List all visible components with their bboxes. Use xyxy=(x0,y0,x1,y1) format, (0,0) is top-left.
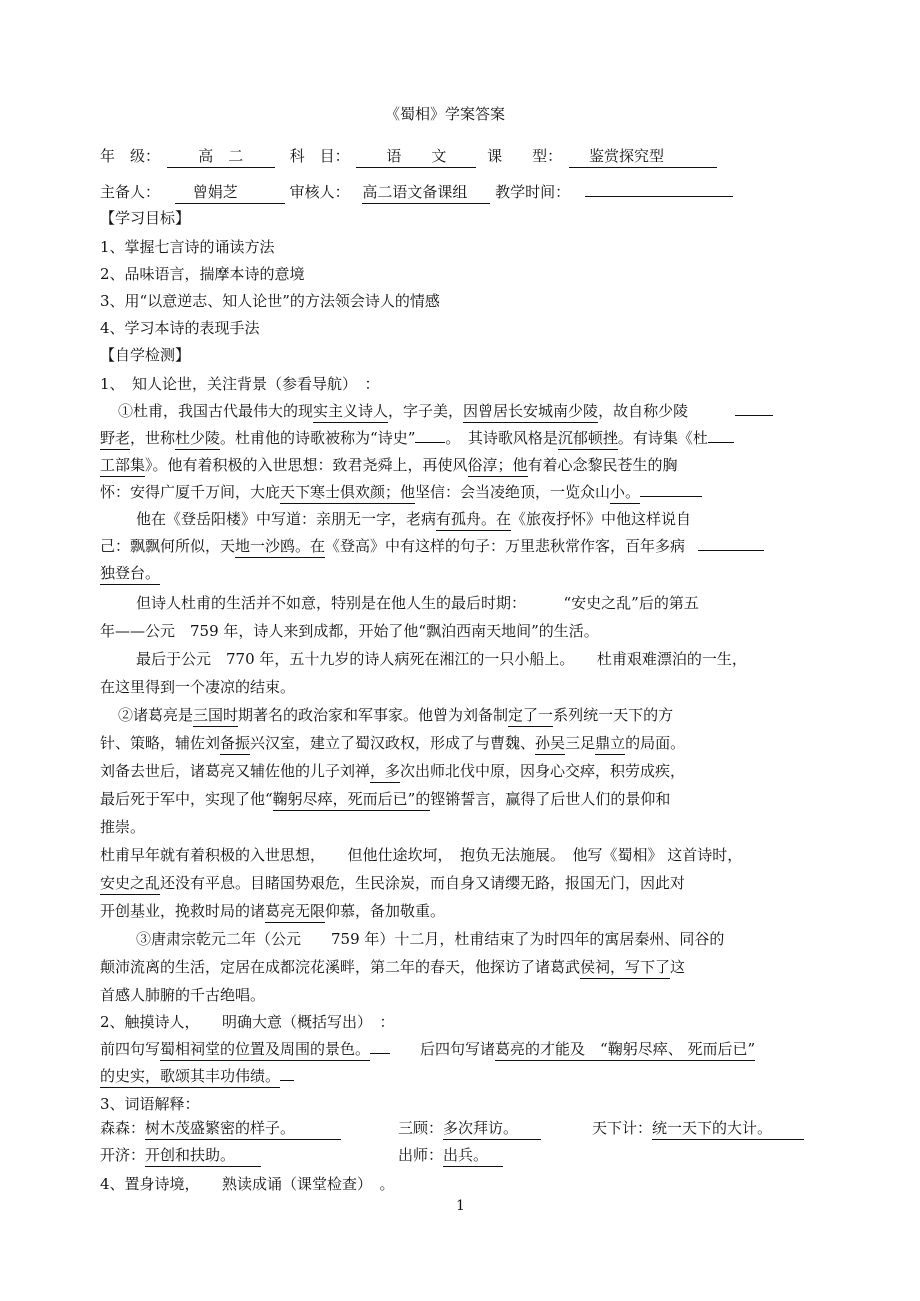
text-run: 这 xyxy=(670,958,686,976)
type-label: 课 型： xyxy=(487,147,563,165)
answer-blank xyxy=(370,1039,390,1054)
para-2-line-1 xyxy=(136,509,691,531)
term-value: 多次拜访。 xyxy=(443,1118,541,1140)
goal-item-4: 4、学习本诗的表现手法 xyxy=(100,319,260,337)
text-run: 期著名的政治家和军事家。他曾为刘备制 xyxy=(238,706,509,724)
grade-label: 年 级： xyxy=(100,147,161,165)
para-7-line-2 xyxy=(100,957,685,979)
document-title: 《蜀相》学案答案 xyxy=(385,105,506,123)
para-5-line-1 xyxy=(118,705,673,727)
term-label: 森森： xyxy=(100,1119,146,1137)
text-run: 《登高》中有这样的句子：万里悲秋常作客，百年多病 xyxy=(325,537,686,555)
term-label: 出师： xyxy=(398,1146,444,1164)
para-3-line-1: 但诗人杜甫的生活并不如意，特别是在他人生的最后时期： “安史之乱”后的第五 xyxy=(136,594,699,612)
answer-text: 葛亮的才能及 “鞠躬尽瘁、 死而后已” xyxy=(495,1039,755,1061)
text-run: 。 其诗歌风格是 xyxy=(445,429,558,447)
para-5-line-2 xyxy=(100,733,685,755)
term-value: 树木茂盛繁密的样子。 xyxy=(145,1118,341,1140)
answer-text: 小。 xyxy=(610,482,640,504)
goal-item-2: 2、品味语言，揣摩本诗的意境 xyxy=(100,265,305,283)
answer-blank xyxy=(735,401,773,416)
answer-blank xyxy=(708,428,734,443)
question-3: 3、词语解释： xyxy=(100,1095,200,1113)
answer-text: 天下寒士俱欢颜；他 xyxy=(280,482,415,504)
para-7-line-3: 首感人肺腑的千古绝唱。 xyxy=(100,986,266,1004)
question-2-answer-line-2 xyxy=(100,1066,294,1088)
term-value: 开创和扶助。 xyxy=(145,1145,261,1167)
text-run: 针、策略，辅佐刘 xyxy=(100,734,221,752)
header-row-1 xyxy=(100,146,717,168)
text-run: 三足 xyxy=(565,734,596,752)
text-run: 颠沛流离的生活，定居在成都浣花溪畔，第二年的春天，他探访了诸葛武 xyxy=(100,958,581,976)
type-value: 鉴赏探究型 xyxy=(569,146,717,168)
answer-text: 独登台。 xyxy=(100,563,160,585)
text-run: 兴汉室，建立了蜀汉政权，形成了与曹魏、 xyxy=(250,734,536,752)
answer-text: 定了一 xyxy=(508,705,553,727)
answer-text: 俗淳；他 xyxy=(468,455,528,477)
answer-text: 的史实，歌颂其丰功伟绩。 xyxy=(100,1066,280,1088)
answer-text: 沉郁顿挫 xyxy=(558,428,618,450)
subject-value: 语 文 xyxy=(356,146,476,168)
text-run: 刘备去世后，诸葛亮又辅佐他的儿子刘禅 xyxy=(100,762,371,780)
time-blank xyxy=(585,182,733,197)
time-label: 教学时间： xyxy=(495,183,571,201)
para-1-line-2 xyxy=(100,428,734,450)
text-run: 还没有平息。目睹国势艰危，生民涂炭，而自身又请缨无路，报国无门，因此对 xyxy=(160,874,686,892)
term-label: 天下计： xyxy=(592,1119,653,1137)
page-number: 1 xyxy=(456,1198,465,1214)
answer-text: 葛亮无限 xyxy=(265,901,325,923)
para-7-line-1: ③唐肃宗乾元二年（公元 759 年）十二月，杜甫结束了为时四年的寓居秦州、同谷的 xyxy=(136,930,725,948)
para-6-line-2 xyxy=(100,873,685,895)
text-run: 己：飘飘何所似，天 xyxy=(100,537,236,555)
answer-text: 地一沙鸥。在 xyxy=(235,536,325,558)
answer-text: 孙吴 xyxy=(535,733,565,755)
answer-blank xyxy=(415,428,445,443)
reviewer-value: 高二语文备课组 xyxy=(362,182,490,204)
answer-text: 实主义诗人 xyxy=(313,401,388,423)
para-2-line-3 xyxy=(100,563,160,585)
question-4: 4、置身诗境， 熟读成诵（课堂检查） 。 xyxy=(100,1175,395,1193)
answer-text: 侯祠，写下了 xyxy=(580,957,670,979)
para-5-line-5: 推崇。 xyxy=(100,818,146,836)
text-run: 开创基业，挽救时局的诸 xyxy=(100,902,266,920)
text-run: 铿锵誓言，赢得了后世人们的景仰和 xyxy=(430,790,671,808)
answer-blank xyxy=(280,1066,294,1081)
text-run: 。有诗集《杜 xyxy=(617,429,708,447)
text-run: 前四句写 xyxy=(100,1040,161,1058)
terms-row-1-col-3 xyxy=(592,1118,804,1140)
goals-heading: 【学习目标】 xyxy=(100,209,191,227)
answer-blank xyxy=(640,482,702,497)
para-2-line-2 xyxy=(100,536,764,558)
text-run: 《旅夜抒怀》中他这样说自 xyxy=(511,510,692,528)
text-run: ②诸葛亮是 xyxy=(118,706,194,724)
answer-text: 杜少陵 xyxy=(175,428,220,450)
subject-label: 科 目： xyxy=(289,147,350,165)
goal-item-1: 1、掌握七言诗的诵读方法 xyxy=(100,238,275,256)
text-run: ，世称 xyxy=(130,429,176,447)
term-value: 出兵。 xyxy=(443,1145,503,1167)
preparer-value: 曾娟芝 xyxy=(175,182,285,204)
para-5-line-3 xyxy=(100,761,685,783)
reviewer-label: 审核人： xyxy=(289,183,350,201)
text-run: ，故自称少陵 xyxy=(598,402,689,420)
term-value: 统一天下的大计。 xyxy=(652,1118,804,1140)
text-run: 。杜甫他的诗歌被称为“诗史” xyxy=(220,429,416,447)
para-6-line-3 xyxy=(100,901,445,923)
answer-text: 备振 xyxy=(220,733,250,755)
grade-value: 高 二 xyxy=(167,146,275,168)
para-1-line-1 xyxy=(118,401,773,423)
answer-text: 有孤舟。在 xyxy=(436,509,511,531)
text-run: 后四句写诸 xyxy=(390,1040,496,1058)
answer-text: ，多 xyxy=(370,761,400,783)
text-run: 最后死于军中，实现了他“ xyxy=(100,790,273,808)
text-run: ，字子美， xyxy=(388,402,464,420)
text-run: 坚信：会当凌绝顶，一览众山 xyxy=(415,483,611,501)
term-label: 三顾： xyxy=(398,1119,444,1137)
preparer-label: 主备人： xyxy=(100,183,161,201)
para-5-line-4 xyxy=(100,789,670,811)
text-run: 次出师北伐中原，因身心交瘁，积劳成疾， xyxy=(400,762,686,780)
terms-row-1-col-2 xyxy=(398,1118,541,1140)
selfcheck-heading: 【自学检测】 xyxy=(100,346,191,364)
answer-text: 野老 xyxy=(100,428,130,450)
header-row-2 xyxy=(100,182,733,204)
para-1-line-4 xyxy=(100,482,702,504)
question-2: 2、触摸诗人， 明确大意（概括写出） ： xyxy=(100,1013,395,1031)
text-run: 系列统一天下的方 xyxy=(553,706,674,724)
question-1: 1、 知人论世，关注背景（参看导航） ： xyxy=(100,375,380,393)
answer-text: 蜀相祠堂的位置及周围的景色。 xyxy=(160,1039,370,1061)
text-run: ①杜甫，我国古代最伟大的现 xyxy=(118,402,314,420)
para-4-line-1: 最后于公元 770 年，五十九岁的诗人病死在湘江的一只小船上。 杜甫艰难漂泊的一生， xyxy=(136,650,747,668)
terms-row-1 xyxy=(100,1118,341,1140)
term-label: 开济： xyxy=(100,1146,146,1164)
text-run: 他在《登岳阳楼》中写道：亲朋无一字，老病 xyxy=(136,510,437,528)
answer-text: 因曾居长安城南少陵 xyxy=(463,401,598,423)
text-run: 有着心念黎民苍生的胸 xyxy=(527,456,678,474)
para-1-line-3 xyxy=(100,455,678,477)
answer-text: 安史之乱 xyxy=(100,873,160,895)
text-run: 怀：安得广厦千万间，大庇 xyxy=(100,483,281,501)
terms-row-2-col-2 xyxy=(398,1145,503,1167)
goal-item-3: 3、用“以意逆志、知人论世”的方法领会诗人的情感 xyxy=(100,292,440,310)
para-6-line-1: 杜甫早年就有着积极的入世思想， 但他仕途坎坷， 抱负无法施展。 他写《蜀相》 这首诗时， xyxy=(100,846,743,864)
answer-blank xyxy=(698,536,764,551)
question-2-answer-line-1 xyxy=(100,1039,755,1061)
text-run: 仰慕，备加敬重。 xyxy=(325,902,446,920)
answer-text: 工部集 xyxy=(100,455,145,477)
answer-text: 鼎立 xyxy=(595,733,625,755)
text-run: 的局面。 xyxy=(625,734,686,752)
answer-text: 三国时 xyxy=(193,705,238,727)
para-4-line-2: 在这里得到一个凄凉的结束。 xyxy=(100,678,296,696)
para-3-line-2: 年——公元 759 年，诗人来到成都，开始了他“飘泊西南天地间”的生活。 xyxy=(100,622,599,640)
terms-row-2 xyxy=(100,1145,261,1167)
answer-text: 鞠躬尽瘁，死而后已”的 xyxy=(273,789,431,811)
text-run: 》。他有着积极的入世思想：致君尧舜上，再使风 xyxy=(145,456,468,474)
